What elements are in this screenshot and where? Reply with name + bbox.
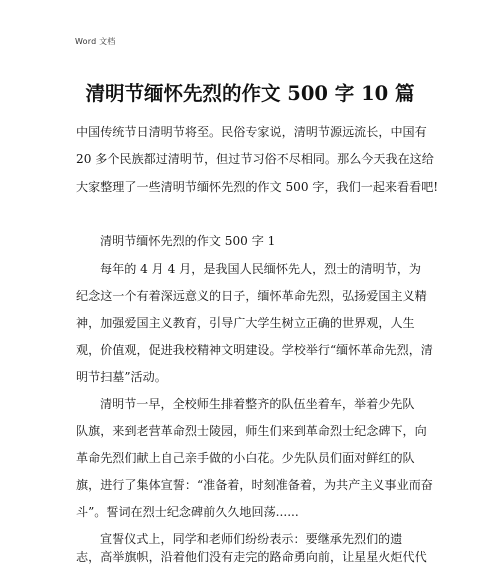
text-line: 纪念这一个有着深远意义的日子，缅怀革命先烈，弘扬爱国主义精 bbox=[76, 289, 427, 303]
section-heading: 清明节缅怀先烈的作文 500 字 1 bbox=[100, 234, 276, 248]
text-line: 明节扫墓”活动。 bbox=[76, 370, 167, 384]
document-header-label: Word 文档 bbox=[75, 37, 116, 46]
text-line: 大家整理了一些清明节缅怀先烈的作文 500 字，我们一起来看看吧! bbox=[76, 180, 439, 194]
text-line: 旗，进行了集体宣誓：“准备着，时刻准备着，为共产主义事业而奋 bbox=[76, 478, 433, 492]
text-line: 中国传统节日清明节将至。民俗专家说，清明节源远流长，中国有 bbox=[76, 125, 427, 139]
text-line: 宣誓仪式上，同学和老师们纷纷表示：要继承先烈们的遗 bbox=[100, 532, 403, 546]
text-line: 神，加强爱国主义教育，引导广大学生树立正确的世界观，人生 bbox=[76, 316, 415, 330]
text-line: 每年的 4 月 4 月，是我国人民缅怀先人，烈士的清明节，为 bbox=[100, 262, 422, 276]
text-line: 清明节一早，全校师生排着整齐的队伍坐着车，举着少先队 bbox=[100, 397, 415, 411]
text-line: 20 多个民族都过清明节，但过节习俗不尽相同。那么今天我在这给 bbox=[76, 152, 434, 166]
text-line: 革命先烈们献上自己亲手做的小白花。少先队员们面对鲜红的队 bbox=[76, 451, 415, 465]
text-line: 志，高举旗帜，沿着他们没有走完的路命勇向前，让星星火炬代代 bbox=[76, 550, 427, 564]
text-line: 队旗，来到老营革命烈士陵园，师生们来到革命烈士纪念碑下，向 bbox=[76, 424, 427, 438]
document-title: 清明节缅怀先烈的作文 500 字 10 篇 bbox=[85, 82, 415, 105]
text-line: 斗”。誓词在烈士纪念碑前久久地回荡...... bbox=[76, 505, 299, 519]
text-line: 观，价值观，促进我校精神文明建设。学校举行“缅怀革命先烈，清 bbox=[76, 343, 433, 357]
